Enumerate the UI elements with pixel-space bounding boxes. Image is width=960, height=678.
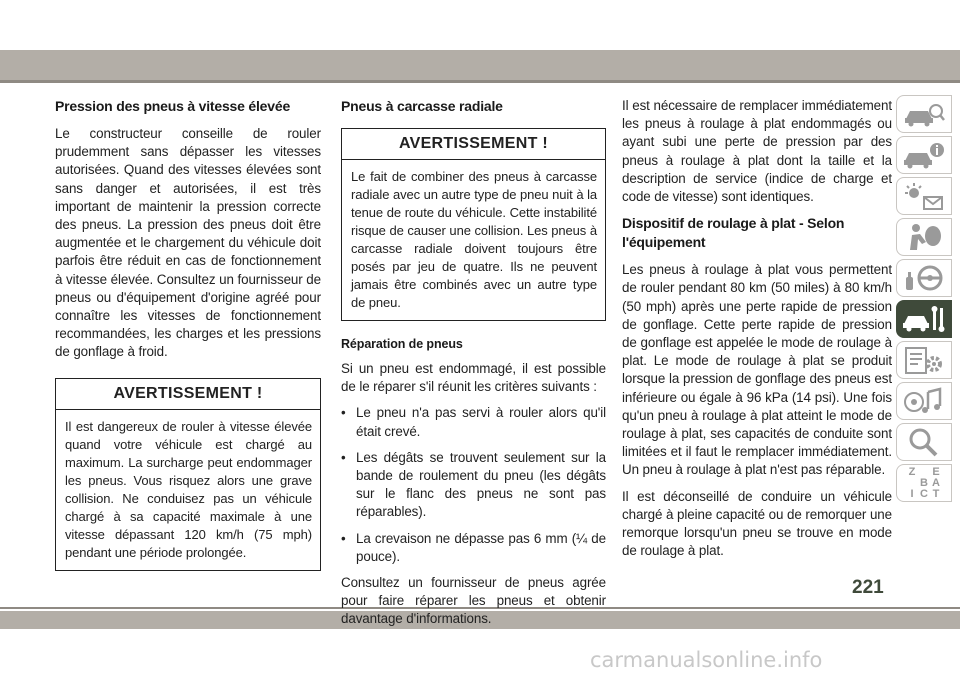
list-item: • La crevaison ne dépasse pas 6 mm (¼ de pouce).	[341, 530, 606, 566]
section-heading-high-speed: Pression des pneus à vitesse élevée	[55, 98, 291, 114]
section-heading-runflat: Dispositif de roulage à plat - Selon l'équipement	[622, 215, 845, 251]
letter: Z	[908, 465, 916, 478]
language-letters-icon	[906, 467, 942, 500]
warning-box-radial	[341, 128, 606, 321]
car-info-icon	[902, 140, 946, 170]
letter: E	[932, 465, 940, 478]
letter: A	[932, 476, 940, 489]
letter: I	[910, 487, 914, 500]
tab-warning-lights[interactable]	[896, 177, 952, 215]
tab-index[interactable]	[896, 423, 952, 461]
column-1	[55, 97, 321, 585]
index-magnifier-icon	[902, 427, 946, 457]
tab-steering[interactable]	[896, 259, 952, 297]
tab-multimedia[interactable]	[896, 382, 952, 420]
car-wrench-icon	[902, 304, 946, 334]
top-band-rule	[0, 80, 960, 83]
repair-criteria-list	[341, 404, 606, 566]
driver-airbag-icon	[902, 222, 946, 252]
column-3	[622, 97, 892, 568]
letter: C	[920, 487, 928, 500]
top-band	[0, 50, 960, 80]
letter: T	[932, 487, 940, 500]
letter: B	[920, 476, 928, 489]
tab-airbag[interactable]	[896, 218, 952, 256]
paragraph-runflat: Les pneus à roulage à plat vous permettent de rouler pendant 80 km (50 miles) à 80 km/h (50 mph) après une perte rapide de pression de gonflage. Cette perte rapide de pression de gonflage est appelée le mode de roulage à plat. Le mode de roulage à plat se produit lorsque la pression de gonflage des pneus est inférieure ou égale à 96 kPa (14 psi). Une fois qu'un pneu à roulage à plat atteint le mode de roulage à plat, ses capacités de conduite sont limitées et il faut le remplacer immédiatement. Un pneu à roulage à plat n'est pas réparable.	[622, 262, 892, 478]
page-number: 221	[852, 577, 884, 598]
warning-body: Le fait de combiner des pneus à carcasse radiale avec un autre type de pneu nuit à la tenue de route du véhicule. Cette instabilité risque de causer une collision. Les pneus à carcasse radiale doivent toujours être posés par jeu de quatre. Ils ne peuvent jamais être combinés avec un autre type de pneu.	[351, 169, 597, 310]
section-heading-radial: Pneus à carcasse radiale	[341, 98, 503, 114]
letter	[906, 478, 918, 489]
car-search-icon	[902, 99, 946, 129]
warning-lights-icon	[902, 181, 946, 211]
paragraph-replace: Il est nécessaire de remplacer immédiatement les pneus à roulage à plat endommagés ou ayant subi une perte de pression par des pneus à roulage à plat dont la taille et la description de service (indice de charge et code de vitesse) sont identiques.	[622, 98, 892, 205]
tab-car-search[interactable]	[896, 95, 952, 133]
tab-maintenance[interactable]	[896, 341, 952, 379]
tab-car-info[interactable]	[896, 136, 952, 174]
column-2	[341, 97, 606, 637]
paragraph-high-speed: Le constructeur conseille de rouler prudemment sans dépasser les vitesses autorisées. Quand des vitesses élevées sont sans danger et autorisées, il est très important de maintenir la pression correcte des pneus. La pression des pneus doit être augmentée et le chargement du véhicule doit parfois être réduit en cas de fonctionnement à vitesse élevée. Consultez un fournisseur de pneus ou d'équipement d'origine agréé pour connaître les vitesses de fonctionnement recommandées, les charges et les pressions de gonflage à froid.	[55, 126, 321, 360]
warning-title: AVERTISSEMENT !	[342, 129, 605, 160]
chapter-tabs	[896, 95, 954, 505]
tab-tires-service[interactable]	[896, 300, 952, 338]
steering-wheel-icon	[902, 263, 946, 293]
warning-body: Il est dangereux de rouler à vitesse élevée quand votre véhicule est chargé au maximum. La surcharge peut endommager les pneus. Vous risquez alors une grave collision. Ne conduisez pas un véhicule chargé à sa capacité maximale à une vitesse dépassant 120 km/h (75 mph) pendant une période prolongée.	[65, 418, 312, 560]
watermark: carmanualsonline.info	[590, 648, 823, 672]
list-item: • Le pneu n'a pas servi à rouler alors qu'il était crevé.	[341, 404, 606, 440]
paragraph-repair-intro: Si un pneu est endommagé, il est possible de le réparer s'il réunit les critères suivants :	[341, 361, 606, 395]
maintenance-gear-icon	[902, 345, 946, 375]
warning-box-high-speed	[55, 378, 321, 571]
paragraph-repair-contact: Consultez un fournisseur de pneus agrée pour faire réparer les pneus et obtenir davantage d'informations.	[341, 575, 606, 627]
subheading-tire-repair: Réparation de pneus	[341, 337, 463, 351]
warning-title: AVERTISSEMENT !	[56, 379, 320, 410]
list-item: • Les dégâts se trouvent seulement sur la bande de roulement du pneu (les dégâts sur le flanc des pneus ne sont pas réparables).	[341, 449, 606, 522]
paragraph-runflat-warning: Il est déconseillé de conduire un véhicule chargé à pleine capacité ou de remorquer une remorque lorsqu'un pneu se trouve en mode de roulage à plat.	[622, 488, 892, 559]
letter	[918, 467, 930, 478]
tab-language[interactable]	[896, 464, 952, 502]
multimedia-music-icon	[902, 386, 946, 416]
